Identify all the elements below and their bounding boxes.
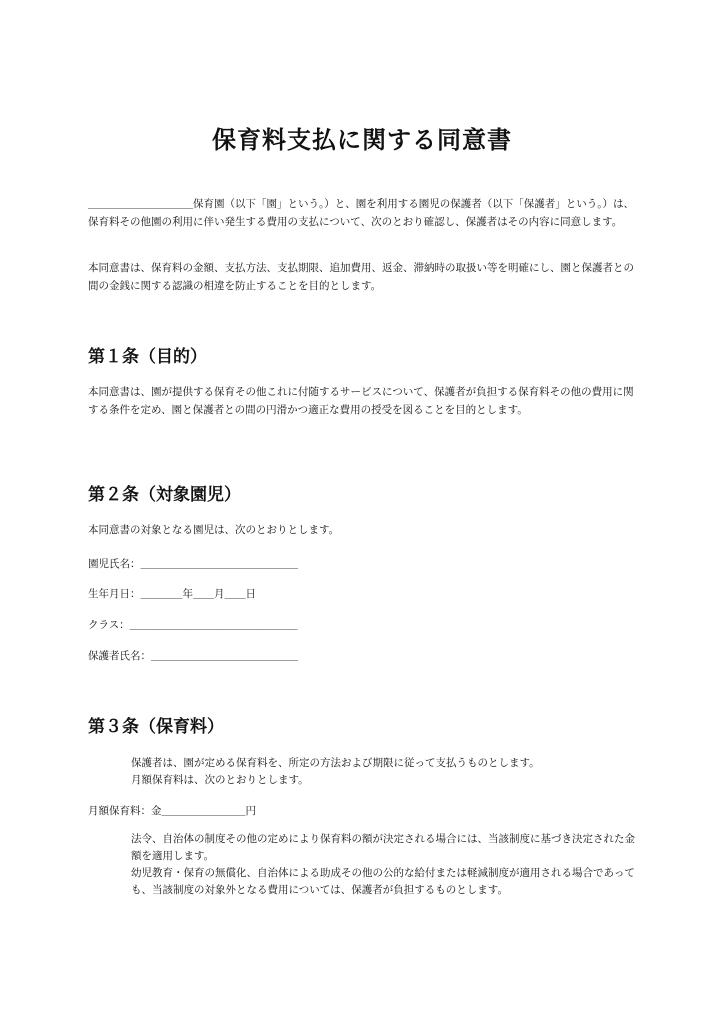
document-title: 保育料支払に関する同意書 bbox=[212, 126, 512, 154]
article-3-item-1: 保護者は、園が定める保育料を、所定の方法および期限に従って支払うものとします。 bbox=[131, 757, 540, 769]
article-1-body: 本同意書は、園が提供する保育その他これに付随するサービスについて、保護者が負担する保育料その他の費用に関する条件を定め、園と保護者との間の円滑かつ適正な費用の授受を図ることを目的とします。 bbox=[88, 386, 634, 416]
article-3-item-2: 月額保育料は、次のとおりとします。 bbox=[131, 774, 309, 786]
article-3-heading: 第３条（保育料） bbox=[88, 717, 224, 737]
monthly-fee-field: 月額保育料：金＿＿＿＿＿＿＿＿円 bbox=[88, 805, 256, 817]
article-2-heading: 第２条（対象園児） bbox=[88, 485, 241, 505]
intro-paragraph-2: 本同意書は、保育料の金額、支払方法、支払期限、追加費用、返金、滞納時の取扱い等を明確にし、園と保護者との間の金銭に関する認識の相違を防止することを目的とします。 bbox=[88, 262, 634, 292]
article-2-body: 本同意書の対象となる園児は、次のとおりとします。 bbox=[88, 524, 340, 536]
article-3-item-4: 幼児教育・保育の無償化、自治体による助成その他の公的な給付または軽減制度が適用される場合であっても、当該制度の対象外となる費用については、保護者が負担するものとします。 bbox=[131, 867, 635, 896]
article-3-item-3: 法令、自治体の制度その他の定めにより保育料の額が決定される場合には、当該制度に基づき決定された金額を適用します。 bbox=[131, 833, 635, 862]
birth-date-field: 生年月日：＿＿＿＿年＿＿月＿＿日 bbox=[88, 588, 256, 600]
intro-paragraph-1: ＿＿＿＿＿＿＿＿＿＿保育園（以下「園」という。）と、園を利用する園児の保護者（以下「保護者」という。）は、保育料その他園の利用に伴い発生する費用の支払について、次のとおり確認し、保護者はその内容に同意します。 bbox=[88, 198, 634, 228]
child-name-field: 園児氏名：＿＿＿＿＿＿＿＿＿＿＿＿＿＿＿ bbox=[88, 558, 298, 570]
article-1-heading: 第１条（目的） bbox=[88, 347, 207, 367]
guardian-name-field: 保護者氏名：＿＿＿＿＿＿＿＿＿＿＿＿＿＿ bbox=[88, 650, 298, 662]
class-field: クラス：＿＿＿＿＿＿＿＿＿＿＿＿＿＿＿＿ bbox=[88, 619, 298, 631]
